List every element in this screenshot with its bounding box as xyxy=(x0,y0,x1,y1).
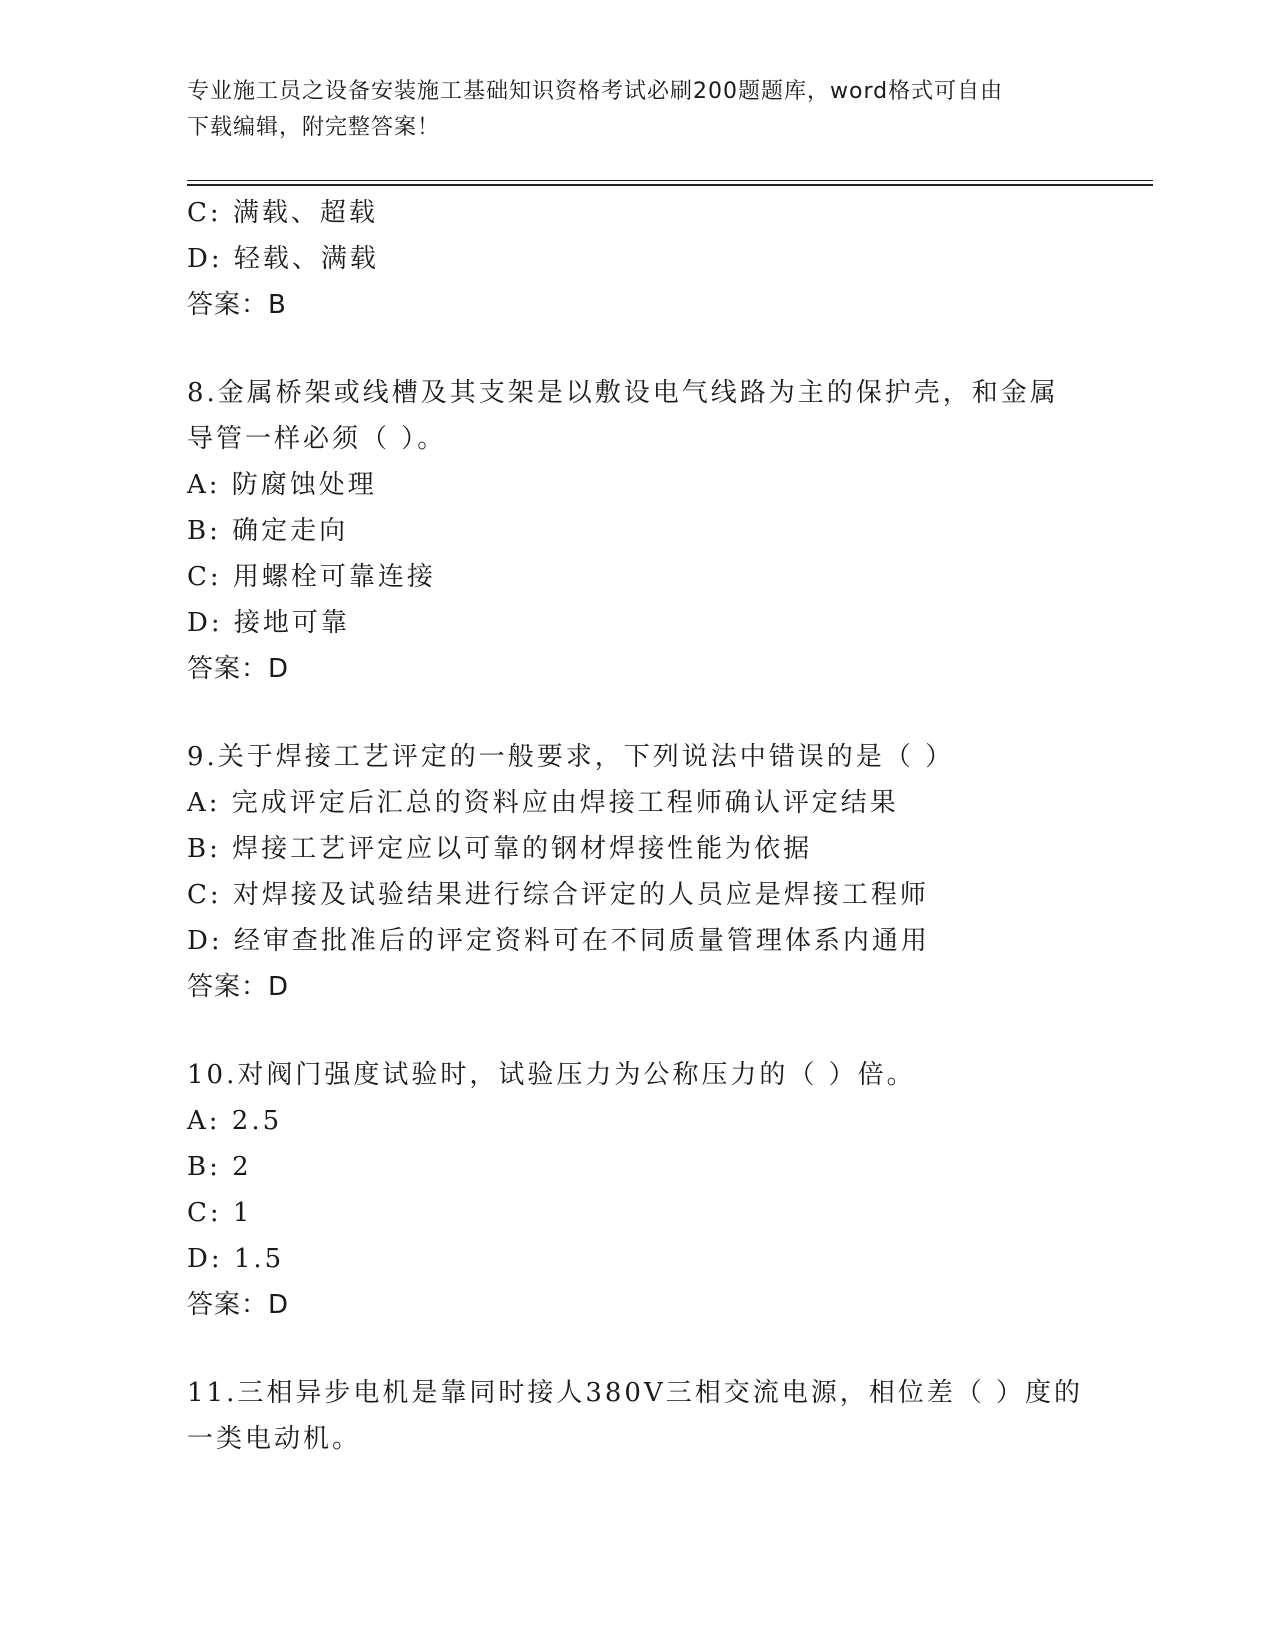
question-11 xyxy=(187,1370,1147,1462)
option-a: A: 完成评定后汇总的资料应由焊接工程师确认评定结果 xyxy=(187,788,899,818)
header-line-1: 专业施工员之设备安装施工基础知识资格考试必刷200题题库，word格式可自由 xyxy=(187,79,1004,104)
question-text: 11.三相异步电机是靠同时接人380V三相交流电源，相位差（ ）度的 xyxy=(187,1378,1084,1408)
option-d: D: 轻载、满载 xyxy=(187,244,379,274)
option-b: B: 2 xyxy=(187,1152,252,1182)
answer: 答案：D xyxy=(187,972,290,1002)
question-text: 导管一样必须（ ）。 xyxy=(187,424,447,454)
option-c: C: 对焊接及试验结果进行综合评定的人员应是焊接工程师 xyxy=(187,880,929,910)
answer: 答案：D xyxy=(187,1290,290,1320)
option-a: A: 2.5 xyxy=(187,1106,283,1136)
option-c: C: 用螺栓可靠连接 xyxy=(187,562,436,592)
question-9 xyxy=(187,734,1147,1010)
option-b: B: 确定走向 xyxy=(187,516,349,546)
question-10 xyxy=(187,1052,1147,1328)
option-d: D: 经审查批准后的评定资料可在不同质量管理体系内通用 xyxy=(187,926,930,956)
question-8 xyxy=(187,370,1147,692)
header-line-2: 下载编辑，附完整答案！ xyxy=(187,115,441,140)
answer: 答案：B xyxy=(187,290,287,320)
answer: 答案：D xyxy=(187,654,290,684)
header-rule-thick xyxy=(187,184,1153,186)
question-7-continued xyxy=(187,190,1147,328)
option-a: A: 防腐蚀处理 xyxy=(187,470,377,500)
header-rule-thin xyxy=(187,180,1153,181)
option-b: B: 焊接工艺评定应以可靠的钢材焊接性能为依据 xyxy=(187,834,813,864)
document-header xyxy=(187,74,1087,146)
question-list xyxy=(187,190,1147,1462)
question-text: 9.关于焊接工艺评定的一般要求，下列说法中错误的是（ ） xyxy=(187,742,955,772)
option-d: D: 1.5 xyxy=(187,1244,285,1274)
question-text: 一类电动机。 xyxy=(187,1424,362,1454)
option-c: C: 1 xyxy=(187,1198,253,1228)
question-text: 8.金属桥架或线槽及其支架是以敷设电气线路为主的保护壳，和金属 xyxy=(187,378,1059,408)
question-text: 10.对阀门强度试验时，试验压力为公称压力的（ ）倍。 xyxy=(187,1060,916,1090)
option-d: D: 接地可靠 xyxy=(187,608,350,638)
option-c: C: 满载、超载 xyxy=(187,198,378,228)
